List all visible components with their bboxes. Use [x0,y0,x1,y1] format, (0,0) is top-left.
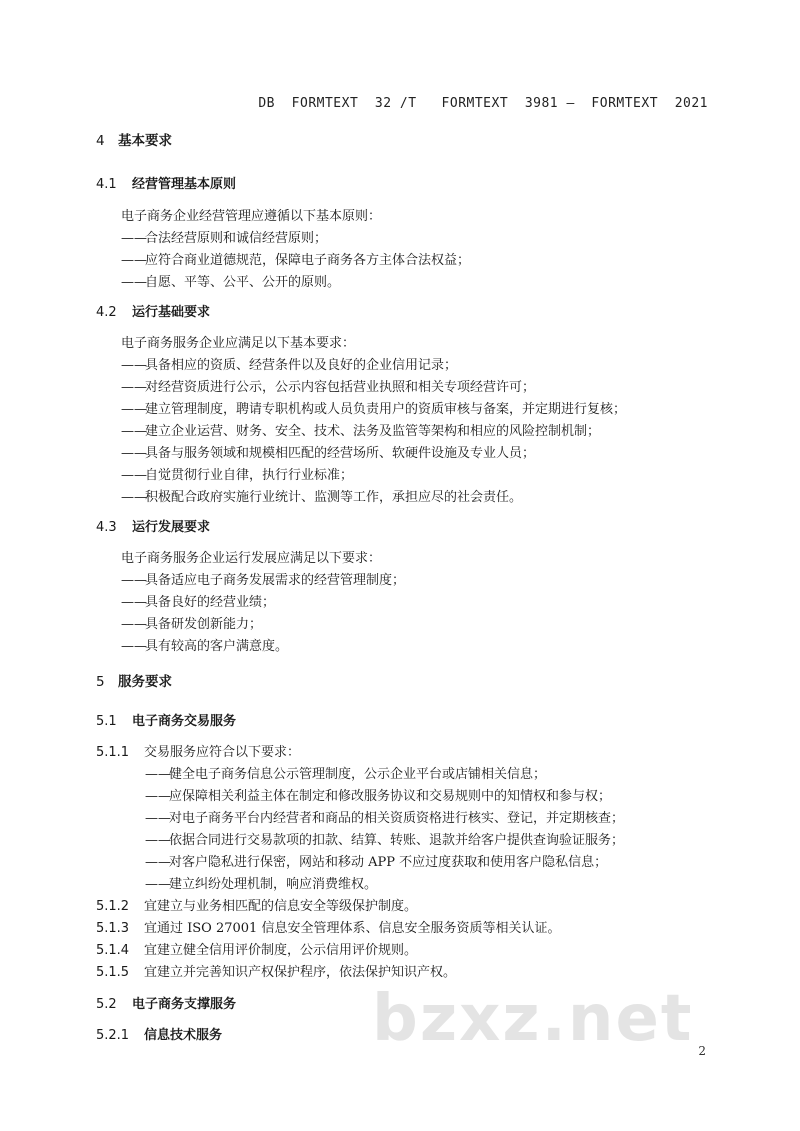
clause-number: 5.1.2 [96,899,130,914]
section-number: 5 [96,674,105,690]
clause-number: 5.1.5 [96,965,130,980]
list-item: ——健全电子商务信息公示管理制度，公示企业平台或店铺相关信息； [145,767,547,782]
list-item: ——具备相应的资质、经营条件以及良好的企业信用记录； [121,358,458,373]
clause-text: 宜建立与业务相匹配的信息安全等级保护制度。 [144,899,418,914]
list-item: ——积极配合政府实施行业统计、监测等工作，承担应尽的社会责任。 [121,490,523,505]
section-title: 信息技术服务 [144,1028,223,1043]
section-title: 运行基础要求 [132,305,211,320]
document-header: DB FORMTEXT 32 /T FORMTEXT 3981 — FORMTEXT 2021 [258,96,708,111]
clause-number: 5.1.3 [96,921,130,936]
clause-text: 宜通过 ISO 27001 信息安全管理体系、信息安全服务资质等相关认证。 [144,921,561,936]
clause-5-1-4 [96,939,417,958]
clause-5-1-2 [96,895,417,914]
section-title: 基本要求 [118,133,172,149]
section-heading-5 [96,670,172,690]
list-item: ——依据合同进行交易款项的扣款、结算、转账、退款并给客户提供查询验证服务； [145,833,625,848]
clause-5-1-5 [96,961,456,980]
page-number: 2 [698,1044,706,1058]
section-title: 电子商务支撑服务 [132,997,237,1012]
section-title: 经营管理基本原则 [132,177,237,192]
list-item: ——建立企业运营、财务、安全、技术、法务及监管等架构和相应的风险控制机制； [121,424,601,439]
section-heading-4-1 [96,173,236,192]
list-item: ——应保障相关利益主体在制定和修改服务协议和交易规则中的知情权和参与权； [145,789,612,804]
list-item: ——建立纠纷处理机制，响应消费维权。 [145,877,378,892]
paragraph: 电子商务服务企业应满足以下基本要求： [121,336,356,351]
paragraph: 电子商务企业经营管理应遵循以下基本原则： [121,209,382,224]
list-item: ——具备与服务领域和规模相匹配的经营场所、软硬件设施及专业人员； [121,446,536,461]
section-title: 电子商务交易服务 [132,714,237,729]
list-item: ——具备适应电子商务发展需求的经营管理制度； [121,573,406,588]
watermark: bzxz.net [372,982,694,1056]
clause-5-1-3 [96,917,560,936]
section-heading-5-2-1 [96,1024,222,1043]
list-item: ——对电子商务平台内经营者和商品的相关资质资格进行核实、登记，并定期核查； [145,811,625,826]
list-item: ——建立管理制度，聘请专职机构或人员负责用户的资质审核与备案，并定期进行复核； [121,402,627,417]
clause-text: 宜建立健全信用评价制度，公示信用评价规则。 [144,943,418,958]
section-title: 服务要求 [118,674,172,690]
list-item: ——对客户隐私进行保密，网站和移动 APP 不应过度获取和使用客户隐私信息； [145,855,608,870]
section-heading-5-1 [96,710,236,729]
section-number: 4.3 [96,520,117,535]
paragraph: 电子商务服务企业运行发展应满足以下要求： [121,551,382,566]
list-item: ——自愿、平等、公平、公开的原则。 [121,275,341,290]
section-number: 5.2.1 [96,1028,130,1043]
section-number: 5.1 [96,714,117,729]
section-heading-4-2 [96,301,210,320]
clause-text: 宜建立并完善知识产权保护程序，依法保护知识产权。 [144,965,457,980]
list-item: ——具备良好的经营业绩； [121,595,276,610]
clause-text: 交易服务应符合以下要求： [144,745,301,760]
section-heading-4 [96,129,172,149]
clause-number: 5.1.4 [96,943,130,958]
section-number: 4.2 [96,305,117,320]
list-item: ——具有较高的客户满意度。 [121,639,289,654]
list-item: ——自觉贯彻行业自律，执行行业标准； [121,468,354,483]
list-item: ——对经营资质进行公示，公示内容包括营业执照和相关专项经营许可； [121,380,536,395]
list-item: ——应符合商业道德规范，保障电子商务各方主体合法权益； [121,253,471,268]
list-item: ——合法经营原则和诚信经营原则； [121,231,328,246]
section-number: 4.1 [96,177,117,192]
section-heading-5-2 [96,993,236,1012]
section-number: 4 [96,133,105,149]
section-title: 运行发展要求 [132,520,211,535]
clause-number: 5.1.1 [96,745,130,760]
section-number: 5.2 [96,997,117,1012]
clause-5-1-1 [96,741,300,760]
section-heading-4-3 [96,516,210,535]
list-item: ——具备研发创新能力； [121,617,263,632]
